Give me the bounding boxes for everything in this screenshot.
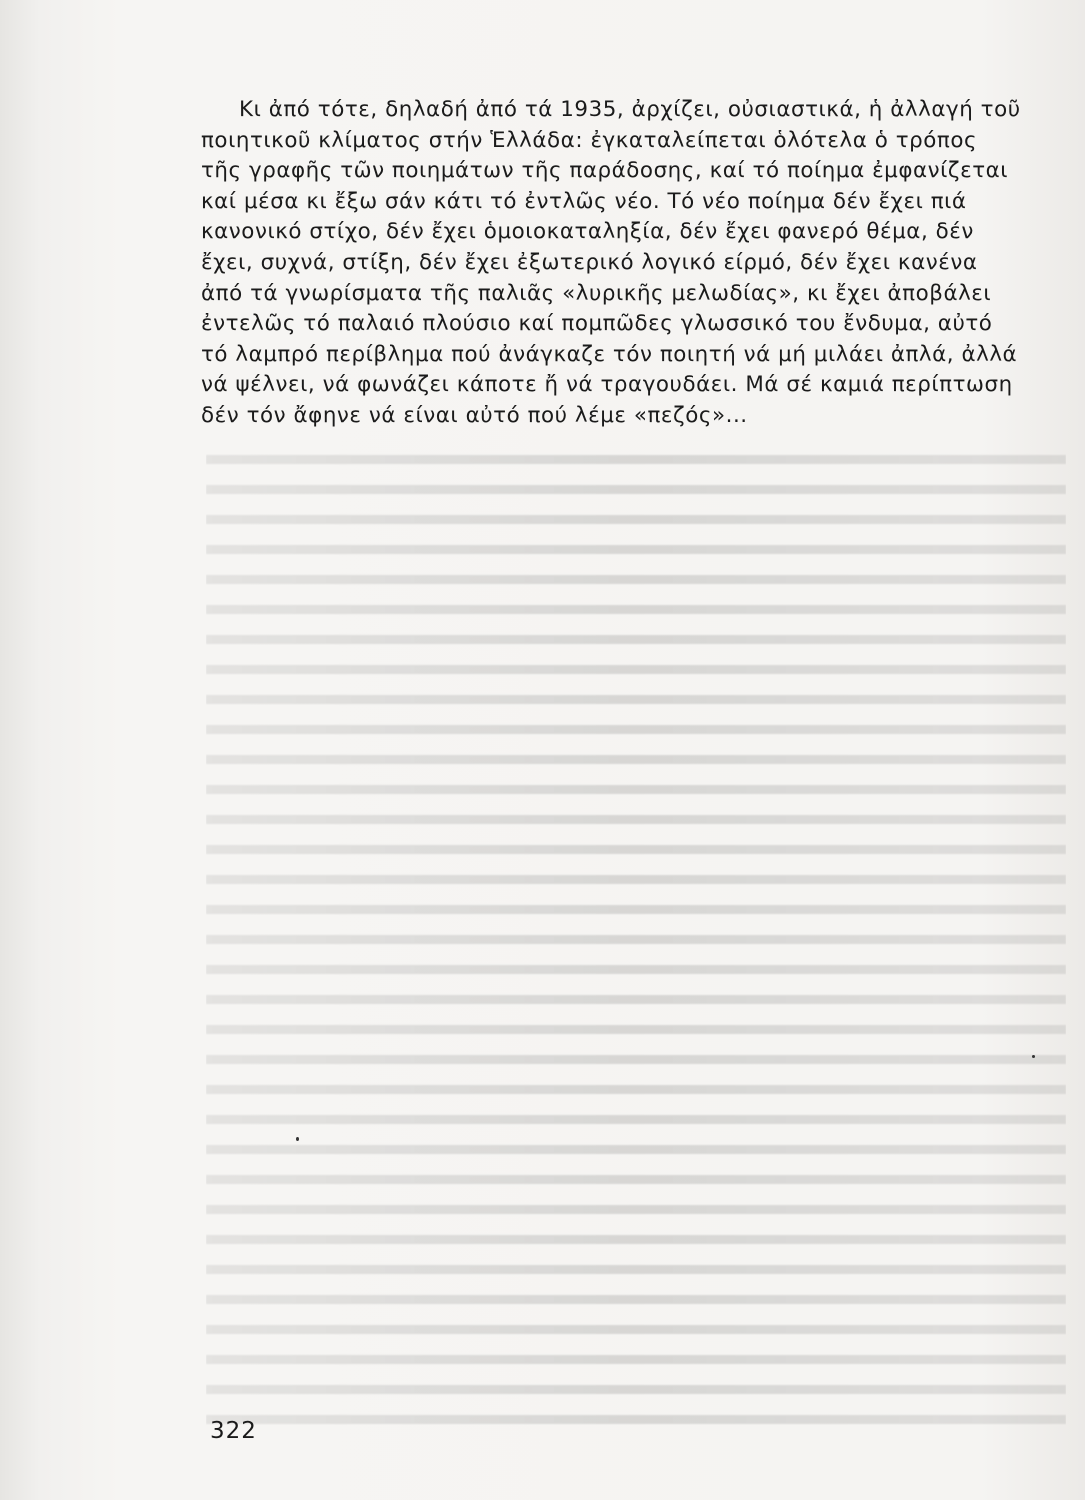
page-number: 322 [210, 1418, 257, 1444]
paragraph-line: ἔχει, συχνά, στίξη, δέν ἔχει ἐξωτερικό λογικό είρμό, δέν ἔχει κανένα [201, 249, 978, 275]
bleed-through-text [206, 445, 1066, 1425]
paragraph-line: δέν τόν ἄφηνε νά είναι αὐτό πού λέμε «πεζός»... [201, 402, 748, 428]
paragraph-line: Κι ἀπό τότε, δηλαδή ἀπό τά 1935, ἀρχίζει, οὐσιαστικά, ἡ ἀλλαγή τοῦ [239, 97, 1021, 122]
paragraph-line: κανονικό στίχο, δέν ἔχει ὁμοιοκαταληξία, δέν ἔχει φανερό θέμα, δέν [201, 219, 974, 245]
paragraph-line: τῆς γραφῆς τῶν ποιημάτων τῆς παράδοσης, καί τό ποίημα ἐμφανίζεται [201, 158, 1009, 184]
print-speck [296, 1137, 299, 1141]
paragraph-line: ἀπό τά γνωρίσματα τῆς παλιᾶς «λυρικῆς μελωδίας», κι ἔχει ἀποβάλει [201, 280, 992, 306]
paragraph-line: τό λαμπρό περίβλημα πού ἀνάγκαζε τόν ποιητή νά μή μιλάει ἀπλά, ἀλλά [201, 341, 1018, 367]
print-speck [1032, 1055, 1035, 1058]
paragraph-line: νά ψέλνει, νά φωνάζει κάποτε ἤ νά τραγουδάει. Μά σέ καμιά περίπτωση [201, 372, 1013, 398]
paragraph-line: ἐντελῶς τό παλαιό πλούσιο καί πομπῶδες γλωσσικό του ἔνδυμα, αὐτό [201, 311, 993, 337]
paragraph-line: καί μέσα κι ἔξω σάν κάτι τό ἐντλῶς νέο. Τό νέο ποίημα δέν ἔχει πιά [201, 188, 967, 214]
body-paragraph [201, 95, 1071, 432]
paragraph-line: ποιητικοῦ κλίματος στήν Ἑλλάδα: ἐγκαταλείπεται ὁλότελα ὁ τρόπος [201, 127, 978, 153]
